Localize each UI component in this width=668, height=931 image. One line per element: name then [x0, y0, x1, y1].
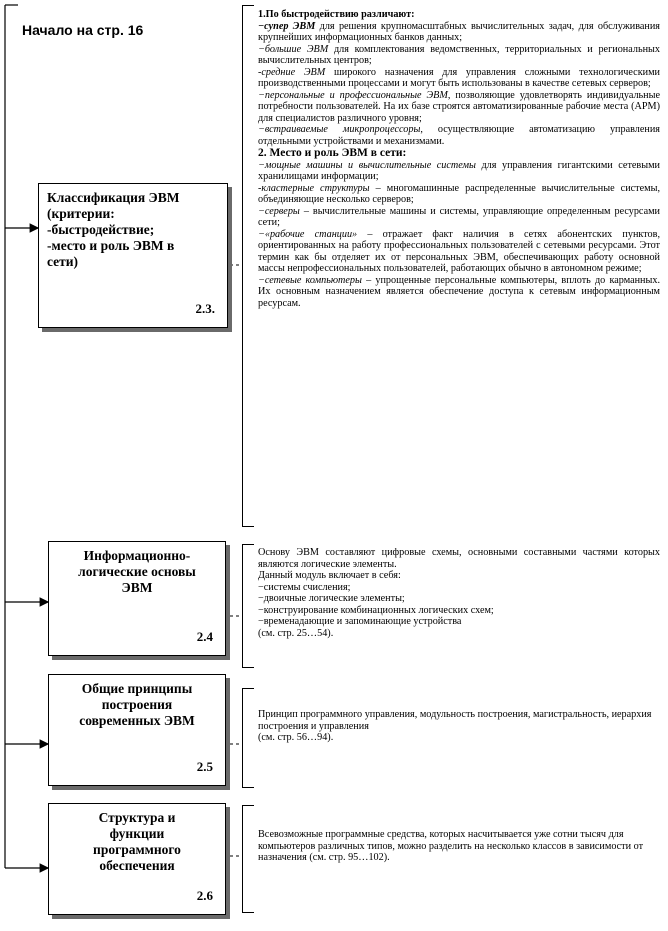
block-title [55, 681, 219, 729]
title-line: Информационно- [83, 548, 191, 563]
start-label: Начало на стр. 16 [22, 22, 144, 38]
term-text: – вычислительные машины и системы, управляющие определенным ресурсами сети; [258, 205, 660, 228]
term: −«рабочие станции» [258, 228, 358, 240]
block-number: 2.5 [196, 759, 213, 774]
term: −супер ЭВМ [258, 20, 316, 32]
description-principles [258, 709, 660, 744]
description-info-logic [258, 547, 660, 639]
term: −персональные и профессиональные ЭВМ [258, 89, 448, 101]
term: -средние ЭВМ [258, 66, 326, 78]
term: −мощные машины и вычислительные системы [258, 159, 476, 171]
title-line: функции [109, 826, 165, 841]
block-title [55, 810, 219, 874]
section-heading: 2. Место и роль ЭВМ в сети: [258, 147, 407, 159]
list-item: −временадающие и запоминающие устройства [258, 616, 462, 627]
title-line: программного [93, 842, 181, 857]
term-text: широкого назначения для управления сложными технологическими производственными процессами и могут быть использованы в качестве сетевых серверов; [258, 66, 660, 89]
title-line: построения [101, 697, 173, 712]
title-line: сети) [47, 254, 79, 269]
list-item: −системы счисления; [258, 581, 351, 593]
term: −серверы [258, 205, 300, 217]
title-line: Классификация ЭВМ [47, 190, 180, 205]
title-line: (критерии: [47, 206, 115, 221]
bracket-2-4 [242, 544, 254, 668]
term-text: – отражает факт наличия в сетях абонентских пунктов, ориентированных на работу профессиональных пользователей с сетевыми ресурсами. Этот термин как бы отделяет их от персональных ЭВМ, обеспечивающих работу основной массы непрофессиональных пользователей, работающих обычно в автономном режиме; [258, 228, 660, 274]
term-text: – многомашинные распределенные вычислительные системы, объединяющие несколько серверов; [258, 182, 660, 205]
description-software [258, 829, 660, 864]
page-reference: (см. стр. 25…54). [258, 627, 334, 639]
term-text: для управления гигантскими сетевыми хранилищами информации; [258, 159, 660, 182]
page-reference: (см. стр. 56…94). [258, 732, 334, 743]
title-line: обеспечения [99, 858, 175, 873]
term: −сетевые компьютеры [258, 274, 362, 286]
title-line: Структура и [98, 810, 176, 825]
block-title [55, 548, 219, 596]
bracket-2-3 [242, 5, 254, 527]
block-principles[interactable] [48, 674, 226, 786]
term-text: для решения крупномасштабных вычислительных задач, для обслуживания крупнейших информационных банков данных; [258, 20, 660, 43]
description-classification [258, 9, 660, 309]
title-line: логические основы [78, 564, 196, 579]
bracket-2-6 [242, 805, 254, 913]
block-software[interactable] [48, 803, 226, 915]
bracket-2-5 [242, 688, 254, 788]
title-line: -быстродействие; [47, 222, 155, 237]
block-title [47, 190, 219, 270]
title-line: ЭВМ [121, 580, 153, 595]
block-info-logic[interactable] [48, 541, 226, 656]
block-number: 2.6 [196, 888, 213, 903]
title-line: Общие принципы [81, 681, 193, 696]
title-line: современных ЭВМ [79, 713, 195, 728]
paragraph: Принцип программного управления, модульность построения, магистральность, иерархия построения и управления [258, 709, 652, 732]
section-heading: 1.По быстродействию различают: [258, 9, 415, 20]
paragraph: Данный модуль включает в себя: [258, 570, 401, 581]
term-text: , позволяющие удовлетворять индивидуальные потребности пользователей. На их базе строятся автоматизированные рабочие места (АРМ) для специалистов различного уровня; [258, 89, 660, 124]
list-item: −конструирование комбинационных логических схем; [258, 604, 494, 616]
block-number: 2.4 [196, 629, 213, 644]
paragraph: Основу ЭВМ составляют цифровые схемы, основными составными частями которых являются логические элементы. [258, 547, 660, 570]
term-text: – упрощенные персональные компьютеры, вплоть до карманных. Их основным назначением является обеспечение доступа к сетевым информационным ресурсам. [258, 274, 660, 309]
list-item: −двоичные логические элементы; [258, 593, 405, 604]
block-classification[interactable] [38, 183, 228, 328]
term-text: , осуществляющие автоматизацию управления отдельными устройствами и механизмами. [258, 124, 660, 147]
term-text: для комплектования ведомственных, территориальных и региональных вычислительных центров; [258, 43, 660, 66]
term: −встраиваемые микропроцессоры [258, 124, 421, 135]
term: −большие ЭВМ [258, 43, 329, 55]
block-number: 2.3. [195, 301, 215, 316]
title-line: -место и роль ЭВМ в [47, 238, 175, 253]
term: -кластерные структуры [258, 182, 370, 194]
paragraph: Всевозможные программные средства, которых насчитывается уже сотни тысяч для компьютеров различных типов, можно разделить на несколько классов в зависимости от назначения (см. стр. 95…102). [258, 829, 644, 863]
